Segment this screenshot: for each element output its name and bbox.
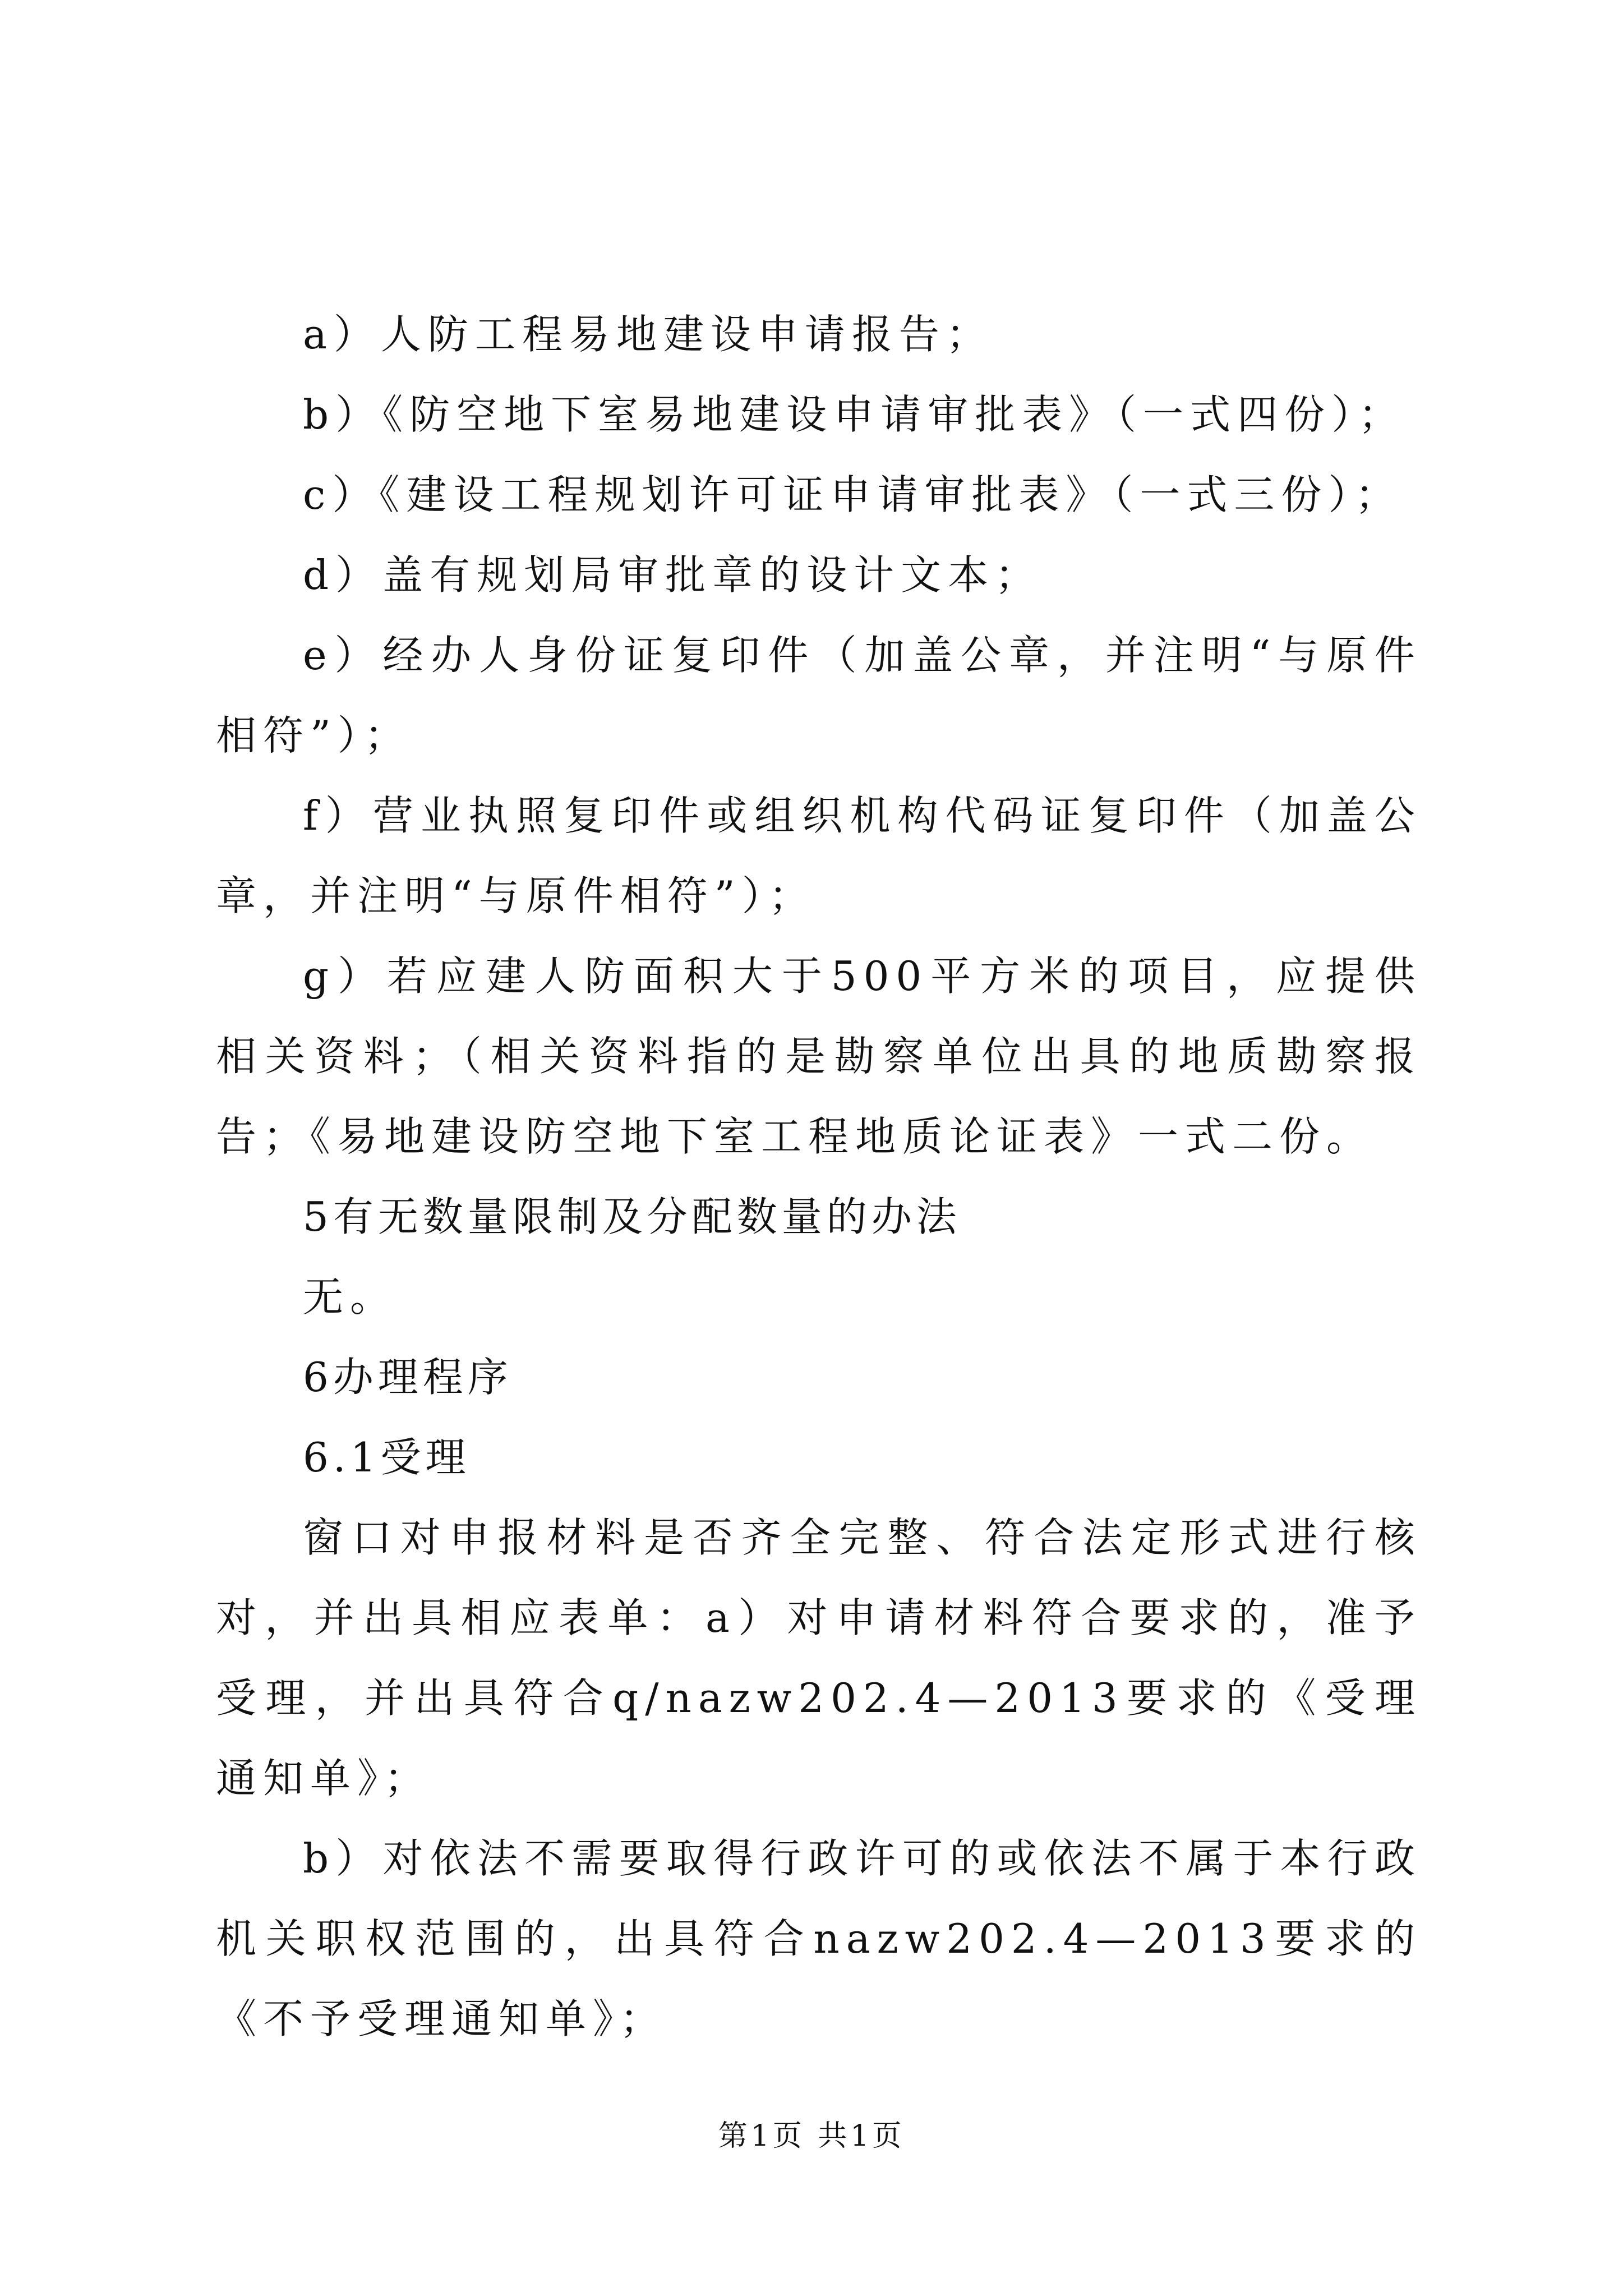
paragraph-item-c: c）《建设工程规划许可证申请审批表》（一式三份）；	[303, 471, 1403, 518]
paragraph-item-b: b）《防空地下室易地建设申请审批表》（一式四份）；	[303, 391, 1406, 438]
section-heading-6: 6办理程序	[303, 1354, 513, 1401]
paragraph-item-d: d）盖有规划局审批章的设计文本；	[303, 551, 1043, 599]
paragraph-item-a: a）人防工程易地建设申请报告；	[303, 311, 993, 358]
page-footer: 第1页 共1页	[718, 2119, 905, 2153]
paragraph-none: 无。	[303, 1273, 398, 1320]
paragraph-item-e: e）经办人身份证复印件（加盖公章，并注明“与原件相符”）；	[216, 632, 1422, 759]
document-body	[216, 295, 1422, 2059]
paragraph-item-f: f）营业执照复印件或组织机构代码证复印件（加盖公章，并注明“与原件相符”）；	[216, 792, 1422, 919]
paragraph-item-g: g）若应建人防面积大于500平方米的项目，应提供相关资料；（相关资料指的是勘察单位出具的地质勘察报告；《易地建设防空地下室工程地质论证表》一式二份。	[216, 953, 1422, 1160]
section-heading-6-1: 6.1受理	[303, 1434, 471, 1481]
paragraph-acceptance: 窗口对申报材料是否齐全完整、符合法定形式进行核对，并出具相应表单：a）对申请材料符合要求的，准予受理，并出具符合q/nazw202.4—2013要求的《受理通知单》；	[216, 1514, 1422, 1802]
section-heading-5: 5有无数量限制及分配数量的办法	[303, 1193, 961, 1240]
paragraph-rejection: b）对依法不需要取得行政许可的或依法不属于本行政机关职权范围的，出具符合nazw202.4—2013要求的《不予受理通知单》；	[216, 1835, 1422, 2042]
